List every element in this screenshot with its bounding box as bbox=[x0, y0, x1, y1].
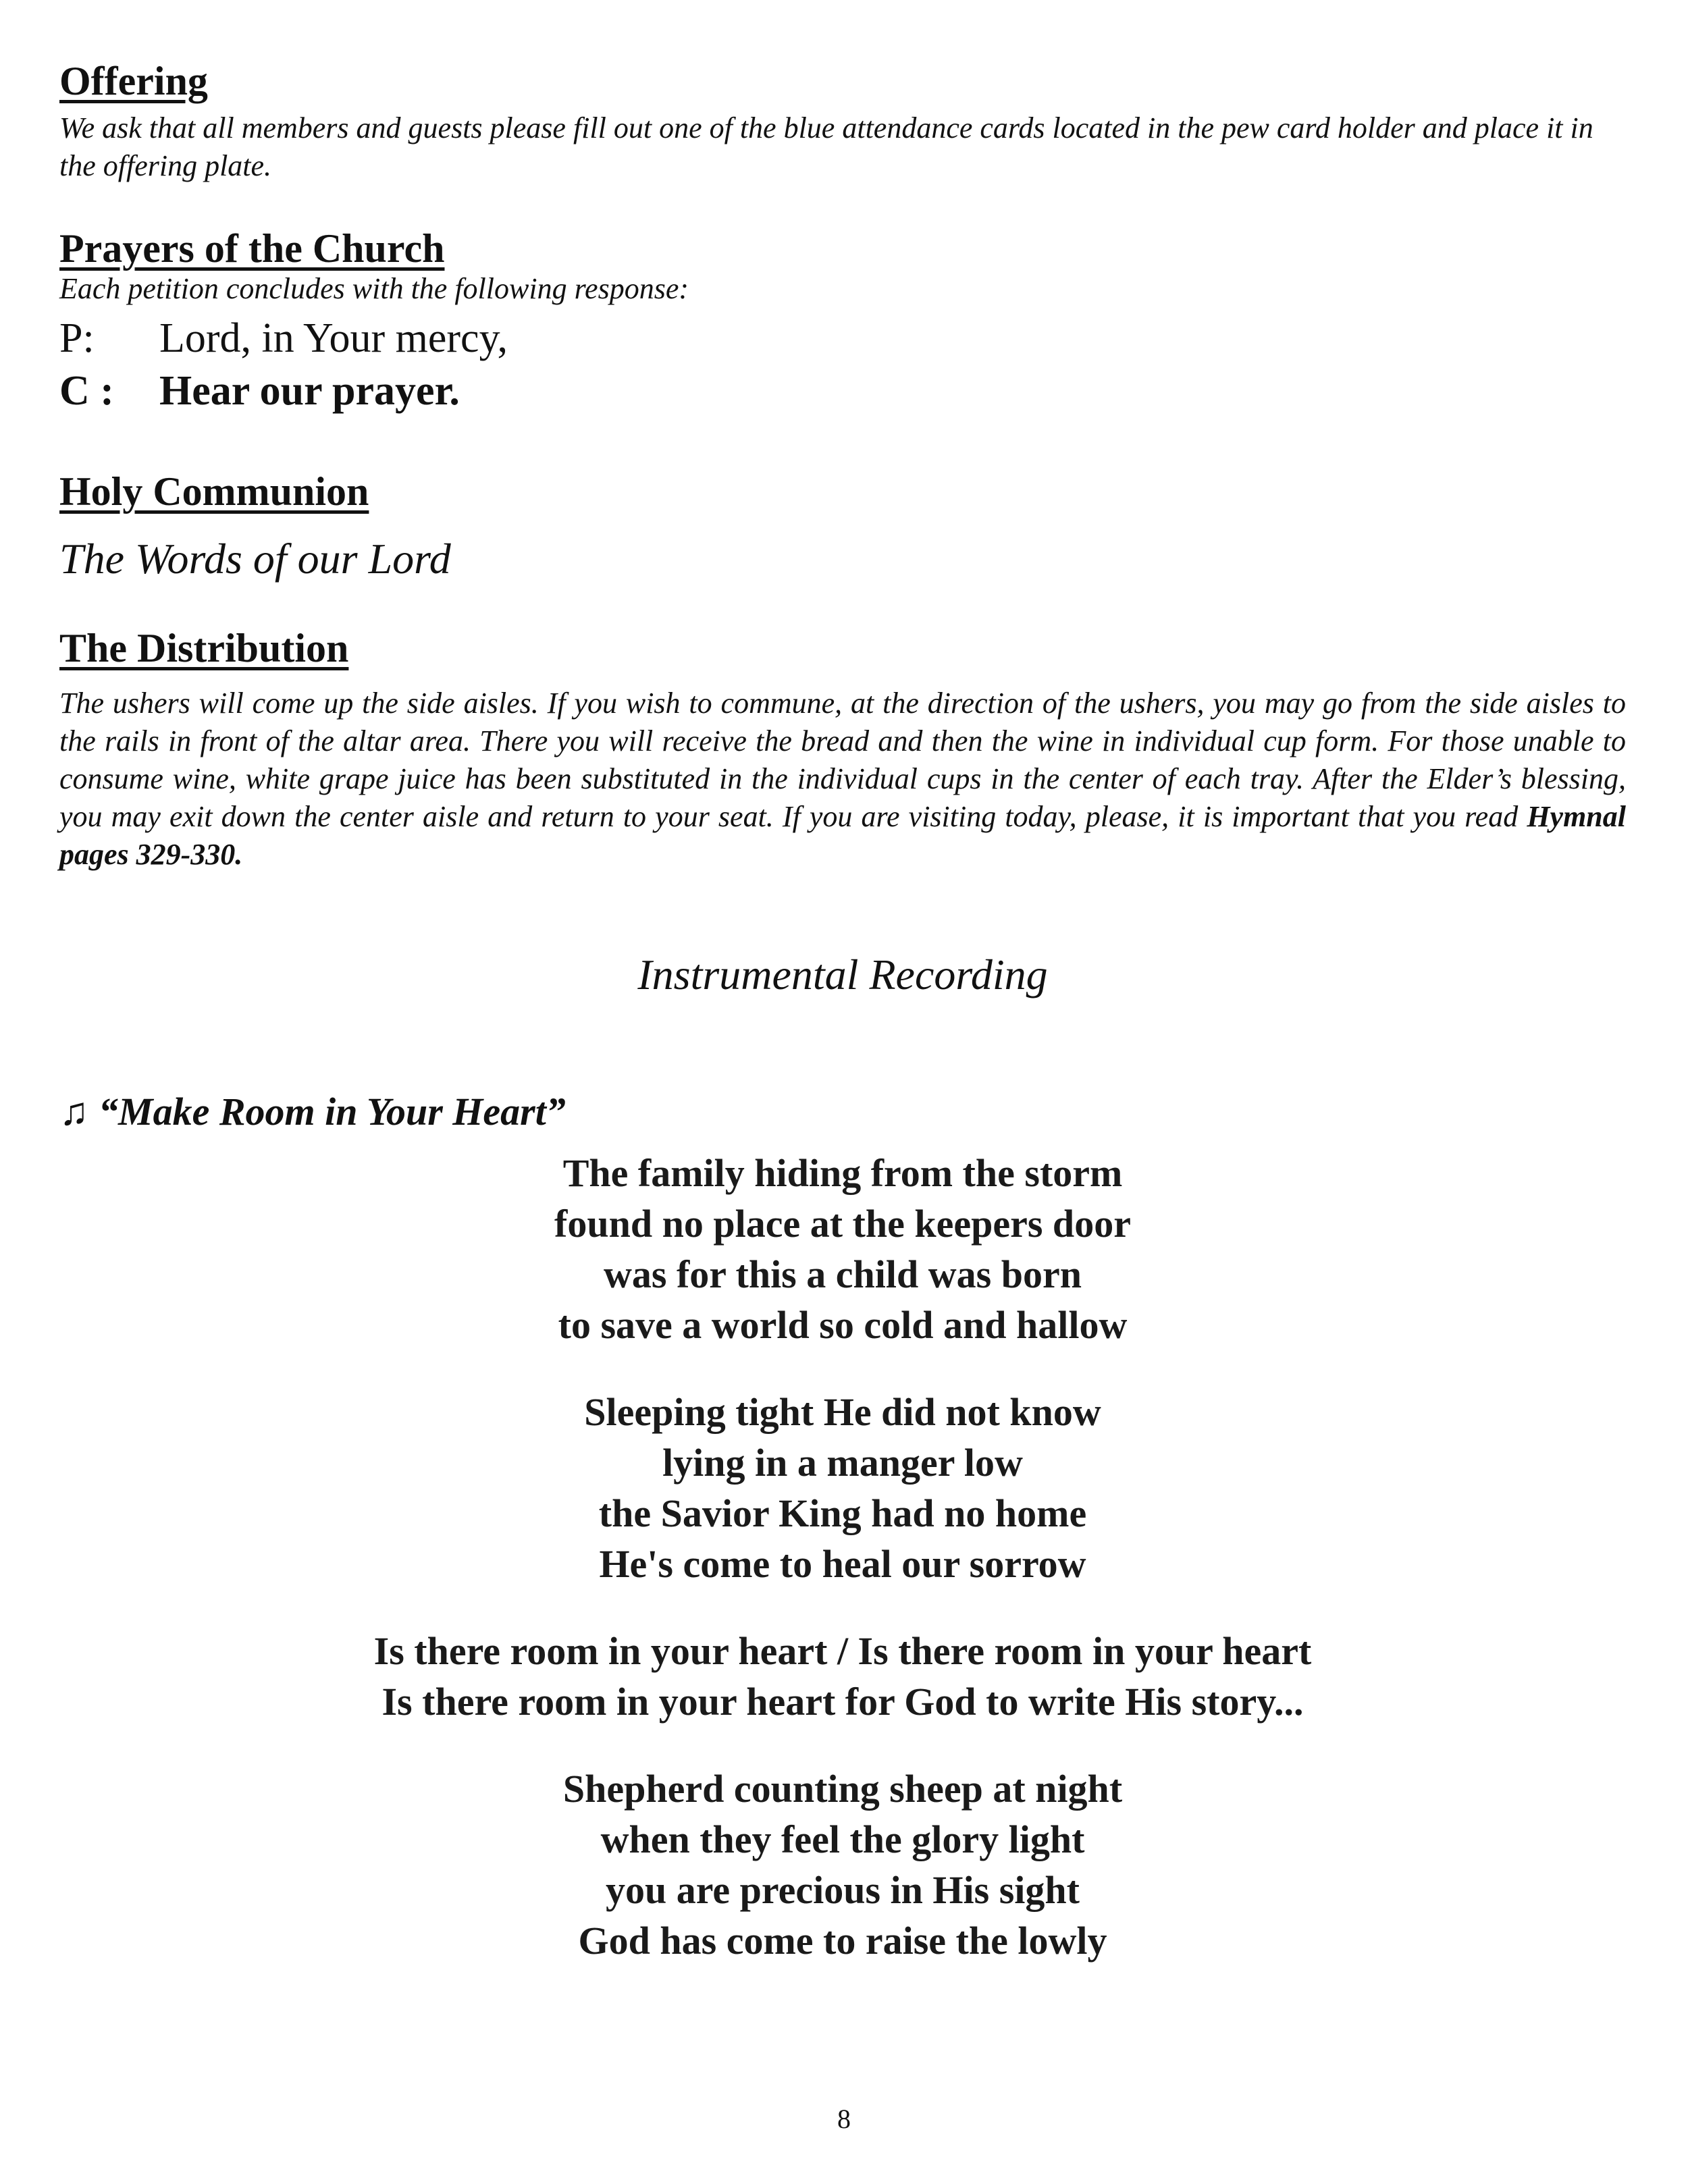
congregation-label: C : bbox=[59, 368, 114, 414]
pastor-label: P: bbox=[59, 315, 95, 361]
lyric-line: He's come to heal our sorrow bbox=[599, 1542, 1086, 1586]
lyric-line: The family hiding from the storm bbox=[562, 1151, 1123, 1195]
lyric-line: when they feel the glory light bbox=[600, 1817, 1085, 1861]
prayers-heading: Prayers of the Church bbox=[59, 226, 445, 271]
lyric-line: to save a world so cold and hallow bbox=[558, 1303, 1128, 1347]
lyric-line: Sleeping tight He did not know bbox=[584, 1390, 1101, 1434]
chorus bbox=[59, 1626, 1626, 1727]
bulletin-page bbox=[59, 61, 1626, 1966]
communion-section bbox=[59, 471, 1626, 581]
song-title-line bbox=[59, 1090, 1626, 1134]
song-title: “Make Room in Your Heart” bbox=[99, 1090, 566, 1134]
lyric-line: lying in a manger low bbox=[662, 1441, 1023, 1485]
lyric-line: God has come to raise the lowly bbox=[578, 1919, 1107, 1963]
communion-subheading: The Words of our Lord bbox=[59, 535, 451, 583]
lyric-line: Shepherd counting sheep at night bbox=[562, 1767, 1123, 1811]
offering-heading: Offering bbox=[59, 59, 208, 103]
congregation-response bbox=[59, 365, 1626, 417]
stanza-2 bbox=[59, 1387, 1626, 1589]
communion-heading: Holy Communion bbox=[59, 469, 369, 514]
offering-section bbox=[59, 61, 1626, 185]
pastor-response bbox=[59, 312, 1626, 365]
distribution-note bbox=[59, 685, 1626, 874]
lyric-line: Is there room in your heart for God to write His story... bbox=[381, 1680, 1304, 1724]
pastor-text: Lord, in Your mercy, bbox=[159, 315, 508, 361]
congregation-text: Hear our prayer. bbox=[159, 368, 460, 414]
lyric-line: you are precious in His sight bbox=[605, 1868, 1080, 1912]
lyric-line: was for this a child was born bbox=[604, 1252, 1082, 1296]
music-note-icon: ♫ bbox=[59, 1090, 89, 1134]
lyric-line: found no place at the keepers door bbox=[554, 1202, 1131, 1246]
hymnal-pages-reference: Hymnal pages 329-330. bbox=[59, 800, 1626, 871]
distribution-section bbox=[59, 628, 1626, 874]
distribution-heading: The Distribution bbox=[59, 626, 349, 670]
stanza-3 bbox=[59, 1763, 1626, 1966]
stanza-1 bbox=[59, 1148, 1626, 1350]
prayers-note: Each petition concludes with the following response: bbox=[59, 272, 689, 305]
lyric-line: Is there room in your heart / Is there room in your heart bbox=[373, 1629, 1312, 1673]
instrumental-recording-label: Instrumental Recording bbox=[637, 951, 1048, 998]
lyric-line: the Savior King had no home bbox=[598, 1491, 1087, 1535]
song-section bbox=[59, 1092, 1626, 1966]
page-number: 8 bbox=[837, 2104, 851, 2134]
offering-note: We ask that all members and guests please fill out one of the blue attendance cards located in the pew card holder and place it in the offering plate. bbox=[59, 111, 1593, 182]
prayers-section bbox=[59, 228, 1626, 417]
distribution-note-text: The ushers will come up the side aisles. If you wish to commune, at the direction of the ushers, you may go from the side aisles to the rails in front of the altar area. There you will receive the bread and then the wine in individual cup form. For those unable to consume wine, white grape juice has been substituted in the individual cups in the center of each tray. After the Elder’s blessing, you may exit down the center aisle and return to your seat. If you are visiting today, please, it is important that you read bbox=[59, 687, 1626, 833]
